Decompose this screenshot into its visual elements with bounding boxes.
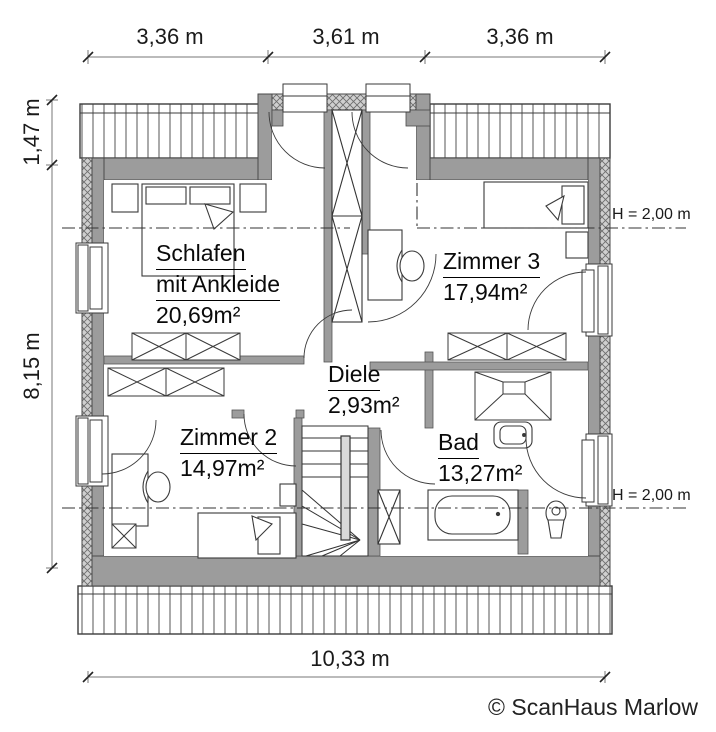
room-area: 14,97m² [180, 454, 265, 481]
window-schlafen [76, 243, 108, 313]
chimney-shaft [332, 110, 362, 322]
dim-top-left: 3,36 m [136, 24, 204, 49]
roof-overhang-top-left [80, 104, 268, 158]
room-area: 13,27m² [438, 459, 523, 486]
room-name-line2: mit Ankleide [156, 270, 280, 301]
roof-overhang-top-right [430, 104, 610, 158]
wardrobe-zimmer2 [108, 368, 224, 396]
room-name: Zimmer 3 [443, 247, 540, 278]
room-name: Schlafen [156, 239, 246, 270]
dim-top-center: 3,61 m [312, 24, 380, 49]
room-name: Zimmer 2 [180, 423, 277, 454]
room-label-zimmer2 [180, 423, 277, 483]
knee-wall-height-upper: H = 2,00 m [612, 206, 691, 223]
wardrobe-schlafen [132, 333, 240, 360]
room-name: Bad [438, 428, 479, 459]
knee-wall-height-lower: H = 2,00 m [612, 487, 691, 504]
room-label-zimmer3 [443, 247, 540, 307]
stairs [302, 426, 368, 556]
copyright-text: © ScanHaus Marlow [488, 694, 698, 720]
dim-top-right: 3,36 m [486, 24, 554, 49]
roof-overhang-bottom [78, 586, 612, 634]
room-label-schlafen [156, 239, 280, 330]
dim-bottom-total: 10,33 m [310, 646, 390, 671]
room-label-diele [328, 360, 400, 420]
duct-shaft [378, 490, 400, 544]
dim-side-upper: 1,47 m [19, 98, 44, 166]
bathtub [428, 490, 518, 540]
shower [475, 372, 551, 420]
wardrobe-zimmer3 [448, 333, 566, 360]
dim-side-main: 8,15 m [19, 332, 44, 400]
cabinet-zimmer2 [112, 524, 136, 548]
room-name: Diele [328, 360, 380, 391]
room-area: 17,94m² [443, 278, 528, 305]
room-area: 2,93m² [328, 391, 400, 418]
room-label-bad [438, 428, 522, 488]
room-area: 20,69m² [156, 301, 241, 328]
